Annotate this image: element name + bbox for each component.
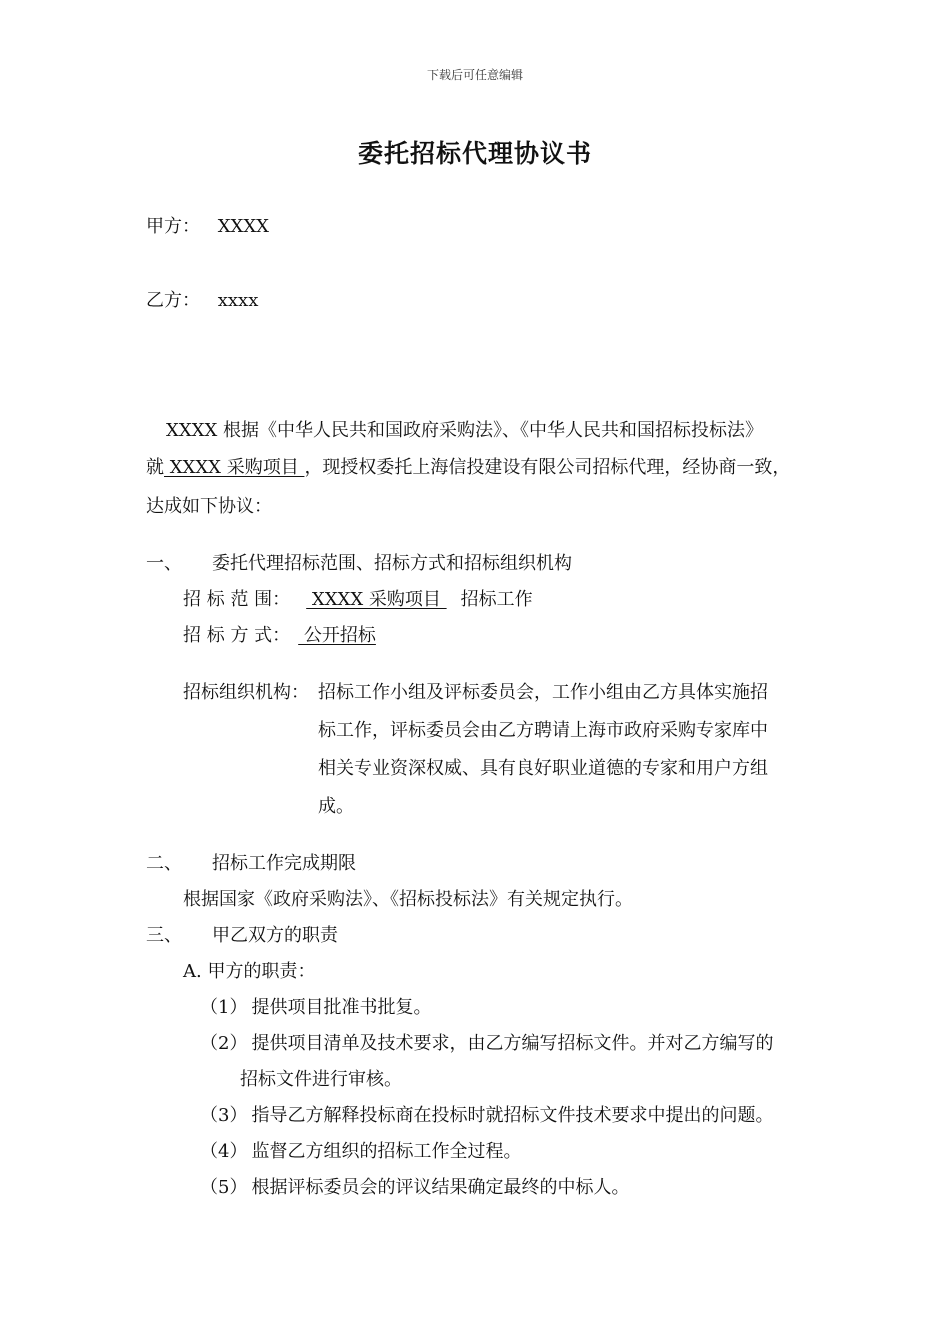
- duty-number: （2）: [200, 1033, 248, 1054]
- section1-title: 委托代理招标范围、招标方式和招标组织机构: [212, 553, 572, 574]
- document-title: 委托招标代理协议书: [357, 139, 592, 168]
- intro-line-2: [146, 455, 790, 481]
- duty-number: （5）: [200, 1177, 248, 1198]
- duty-item: [200, 1103, 773, 1129]
- duty-item: [200, 1031, 773, 1057]
- intro-prefix: 就: [146, 457, 164, 478]
- intro-line-1: XXXX 根据《中华人民共和国政府采购法》、《中华人民共和国招标投标法》: [166, 420, 763, 441]
- scope-row: [183, 587, 533, 613]
- party-a: [146, 214, 269, 240]
- section2-number: 二、: [146, 853, 182, 874]
- party-a-value: XXXX: [217, 216, 269, 237]
- section3-number: 三、: [146, 925, 182, 946]
- method-value: 公开招标: [298, 625, 376, 646]
- section2-title: 招标工作完成期限: [212, 853, 356, 874]
- duty-number: （3）: [200, 1105, 248, 1126]
- duty-text: 监督乙方组织的招标工作全过程。: [251, 1141, 522, 1162]
- duty-text: 根据评标委员会的评议结果确定最终的中标人。: [251, 1177, 630, 1198]
- org-line: 招标工作小组及评标委员会，工作小组由乙方具体实施招: [318, 682, 768, 703]
- section1-number: 一、: [146, 553, 182, 574]
- org-line: 相关专业资深权威、具有良好职业道德的专家和用户方组: [318, 758, 768, 779]
- party-b-label: 乙方：: [146, 290, 200, 311]
- method-label: 招 标 方 式：: [183, 625, 291, 646]
- party-b: [146, 288, 258, 314]
- section3-title: 甲乙双方的职责: [212, 925, 338, 946]
- duty-number: （4）: [200, 1141, 248, 1162]
- intro-suffix: ，现授权委托上海信投建设有限公司招标代理，经协商一致，: [304, 457, 791, 478]
- duty-item: [200, 1139, 521, 1165]
- method-row: [183, 623, 376, 649]
- intro-line-3: 达成如下协议：: [146, 496, 272, 517]
- intro-project-name: XXXX 采购项目: [164, 457, 305, 478]
- org-line: 成。: [318, 796, 354, 817]
- duty-item: [200, 1175, 629, 1201]
- section2-body: 根据国家《政府采购法》、《招标投标法》有关规定执行。: [183, 889, 633, 910]
- duty-number: （1）: [200, 997, 248, 1018]
- scope-suffix: 招标工作: [460, 589, 533, 610]
- duty-item: [200, 995, 431, 1021]
- duty-text: 提供项目批准书批复。: [251, 997, 432, 1018]
- duty-item-continuation: 招标文件进行审核。: [240, 1069, 402, 1090]
- org-line: 标工作，评标委员会由乙方聘请上海市政府采购专家库中: [318, 720, 768, 741]
- duty-text: 提供项目清单及技术要求，由乙方编写招标文件。并对乙方编写的: [251, 1033, 774, 1054]
- duty-text: 指导乙方解释投标商在投标时就招标文件技术要求中提出的问题。: [251, 1105, 774, 1126]
- scope-label: 招 标 范 围：: [183, 589, 291, 610]
- scope-project: XXXX 采购项目: [306, 589, 447, 610]
- header-note: 下载后可任意编辑: [426, 68, 523, 82]
- org-label: 招标组织机构：: [183, 682, 309, 703]
- party-a-label: 甲方：: [146, 216, 200, 237]
- section3-sub-a: A. 甲方的职责：: [183, 961, 316, 982]
- party-b-value: xxxx: [217, 290, 259, 311]
